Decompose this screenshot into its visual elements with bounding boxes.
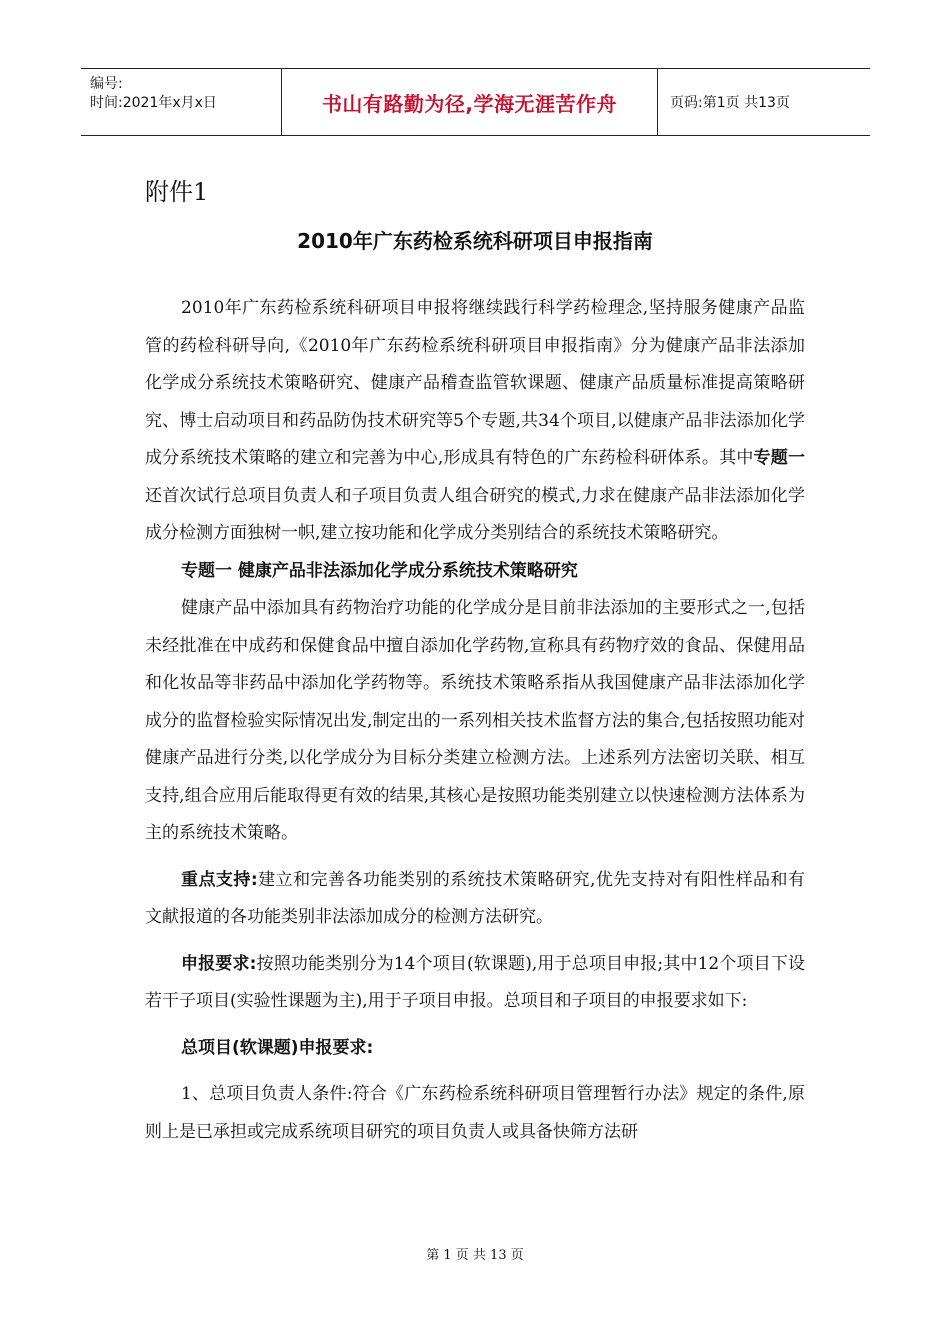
key-support-paragraph	[145, 862, 805, 937]
requirements-text: 按照功能类别分为14个项目(软课题),用于总项目申报;其中12个项目下设若干子项目(实验性课题为主),用于子项目申报。总项目和子项目的申报要求如下:	[145, 953, 805, 1011]
header-motto: 书山有路勤为径,学海无涯苦作舟	[281, 69, 658, 135]
header-page-info: 页码:第1页 共13页	[670, 95, 790, 111]
intro-bold-topic: 专题一	[753, 448, 805, 468]
requirements-label: 申报要求:	[181, 953, 257, 974]
key-support-text: 建立和完善各功能类别的系统技术策略研究,优先支持对有阳性样品和有文献报道的各功能类别非法添加成分的检测方法研究。	[145, 869, 805, 927]
intro-paragraph	[145, 290, 805, 553]
page-footer: 第 1 页 共 13 页	[426, 1248, 524, 1263]
page-header	[81, 68, 870, 136]
header-meta	[81, 69, 281, 135]
intro-text-b: 还首次试行总项目负责人和子项目负责人组合研究的模式,力求在健康产品非法添加化学成分检测方面独树一帜,建立按功能和化学成分类别结合的系统技术策略研究。	[145, 485, 805, 543]
document-number-label: 编号:	[90, 76, 123, 92]
main-project-heading	[145, 1030, 805, 1068]
topic1-paragraph: 健康产品中添加具有药物治疗功能的化学成分是目前非法添加的主要形式之一,包括未经批准在中成药和保健食品中擅自添加化学药物,宣称具有药物疗效的食品、保健用品和化妆品等非药品中添加化学药物等。系统技术策略系指从我国健康产品非法添加化学成分的监督检验实际情况出发,制定出的一系列相关技术监督方法的集合,包括按照功能对健康产品进行分类,以化学成分为目标分类建立检测方法。上述系列方法密切关联、相互支持,组合应用后能取得更有效的结果,其核心是按照功能类别建立以快速检测方法体系为主的系统技术策略。	[145, 598, 805, 843]
leader-conditions-paragraph: 1、总项目负责人条件:符合《广东药检系统科研项目管理暂行办法》规定的条件,原则上是已承担或完成系统项目研究的项目负责人或具备快筛方法研	[145, 1084, 805, 1142]
document-title: 2010年广东药检系统科研项目申报指南	[297, 229, 653, 253]
document-date: 时间:2021年x月x日	[90, 95, 217, 111]
main-project-heading-text: 总项目(软课题)申报要求:	[181, 1037, 374, 1058]
topic1-heading	[145, 553, 805, 591]
attachment-label: 附件1	[145, 178, 209, 206]
topic1-heading-text: 专题一 健康产品非法添加化学成分系统技术策略研究	[181, 560, 578, 581]
document-body	[145, 290, 805, 1151]
requirements-paragraph	[145, 946, 805, 1021]
intro-text-a: 2010年广东药检系统科研项目申报将继续践行科学药检理念,坚持服务健康产品监管的药检科研导向,《2010年广东药检系统科研项目申报指南》分为健康产品非法添加化学成分系统技术策略研究、健康产品稽查监管软课题、健康产品质量标准提高策略研究、博士启动项目和药品防伪技术研究等5个专题,共34个项目,以健康产品非法添加化学成分系统技术策略的建立和完善为中心,形成具有特色的广东药检科研体系。其中	[145, 298, 805, 468]
key-support-label: 重点支持:	[181, 869, 258, 890]
